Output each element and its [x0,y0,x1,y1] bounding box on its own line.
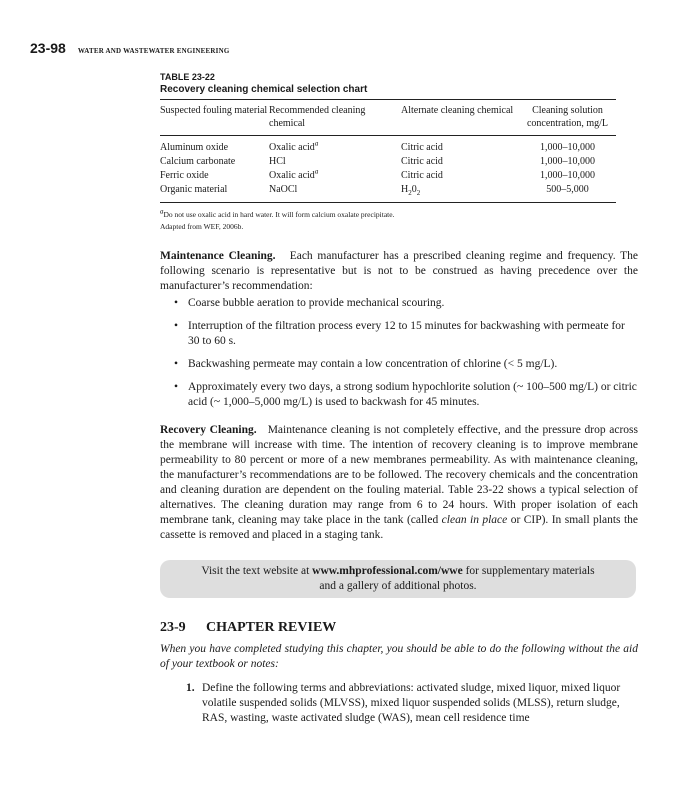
cell-alternate: Citric acid [401,142,443,153]
cell-recommended: NaOCl [269,184,298,195]
cell-material: Ferric oxide [160,170,209,181]
table-row [160,155,616,169]
table-footnotes [160,209,616,233]
header-recommended-chemical: Recommended cleaning chemical [269,105,366,129]
list-item: 1. Define the following terms and abbreviations: activated sludge, mixed liquor, mixed liquor volatile suspended solids (MLVSS), mixed liquor suspended solids (MLSS), return sludge, RAS, wasting, waste activated sludge (WAS), mean cell residence time [186,682,621,724]
cell-material: Aluminum oxide [160,142,229,153]
section-title: CHAPTER REVIEW [206,620,337,635]
recovery-heading: Recovery Cleaning. [160,424,257,436]
cell-alternate: Citric acid [401,170,443,181]
header-concentration: Cleaning solution concentration, mg/L [526,105,609,129]
website-callout-line1: Visit the text website at www.mhprofessional.com/wwe for supplementary materials [201,565,595,577]
chapter-review-intro: When you have completed studying this chapter, you should be able to do the following without the aid of your textbook or notes: [160,643,638,670]
table-source: Adapted from WEF, 2006b. [160,222,244,231]
cell-concentration: 1,000–10,000 [540,156,595,167]
table-caption: Recovery cleaning chemical selection chart [160,84,368,95]
table-label: TABLE 23-22 [160,72,215,82]
cell-alternate: $H_20_2$ [401,184,421,197]
bullet-icon: • [174,320,179,332]
section-number: 23-9 [160,620,186,635]
maintenance-text: Each manufacturer has a prescribed cleaning regime and frequency. The following scenario is representative but is not to be construed as having precedence over the manufacturer’s recommendation: [160,250,638,292]
cell-concentration: 1,000–10,000 [540,170,595,181]
header-alternate-chemical: Alternate cleaning chemical [401,105,514,116]
website-link[interactable]: www.mhprofessional.com/wwe [312,565,463,577]
table-row [160,169,616,183]
book-title: WATER AND WASTEWATER ENGINEERING [77,47,230,55]
list-item: • Approximately every two days, a strong sodium hypochlorite solution (~ 100–500 mg/L) or citric acid (~ 1,000–5,000 mg/L) is used to backwash for 45 minutes. [174,381,637,408]
table-row [160,136,616,156]
cell-material: Calcium carbonate [160,156,236,167]
list-item: • Backwashing permeate may contain a low concentration of chlorine (< 5 mg/L). [174,358,558,370]
clean-in-place-term: clean in place [441,514,508,526]
maintenance-bullet-list [174,296,638,418]
cell-concentration: 500–5,000 [546,184,589,195]
list-item: • Interruption of the filtration process every 12 to 15 minutes for backwashing with permeate for 30 to 60 s. [174,320,625,347]
website-callout-line2: and a gallery of additional photos. [319,580,477,592]
table-header-row [160,100,616,136]
footnote: $^a$Do not use oxalic acid in hard water. It will form calcium oxalate precipitate. [160,207,395,219]
bullet-icon: • [174,358,179,370]
review-list [186,681,624,726]
cell-alternate: Citric acid [401,156,443,167]
cell-recommended: Oxalic acid$^a$ [269,139,319,153]
chemical-selection-table [160,99,616,203]
running-head [30,40,230,58]
cell-concentration: 1,000–10,000 [540,142,595,153]
website-callout [160,560,636,598]
header-fouling-material: Suspected fouling material [160,105,268,116]
table-row [160,183,616,203]
maintenance-heading: Maintenance Cleaning. [160,250,276,262]
page-number: 23-98 [30,40,66,56]
cell-recommended: HCl [269,156,286,167]
recovery-cleaning-paragraph: Recovery Cleaning. Maintenance cleaning is not completely effective, and the pressure drop across the membrane will increase with time. The intention of recovery cleaning is to improve membrane permeability to 80 percent or more of a new membranes permeability. As with maintenance cleaning, the manufacturer’s recommendations are to be followed. The recovery chemicals and the concentration and cleaning duration are dependent on the fouling material. Table 23-22 shows a typical selection of alternatives. The cleaning duration may range from 6 to 24 hours. With proper isolation of each membrane tank, cleaning may take place in the tank (called clean in place or CIP). In small plants the cassette is removed and placed in a staging tank. [160,424,639,541]
table-23-22 [160,72,616,233]
cell-recommended: Oxalic acid$^a$ [269,167,319,181]
chapter-review-heading [160,620,336,636]
cell-material: Organic material [160,184,228,195]
maintenance-cleaning-paragraph [160,249,638,294]
bullet-icon: • [174,297,179,309]
list-item: • Coarse bubble aeration to provide mechanical scouring. [174,297,445,309]
bullet-icon: • [174,381,179,393]
